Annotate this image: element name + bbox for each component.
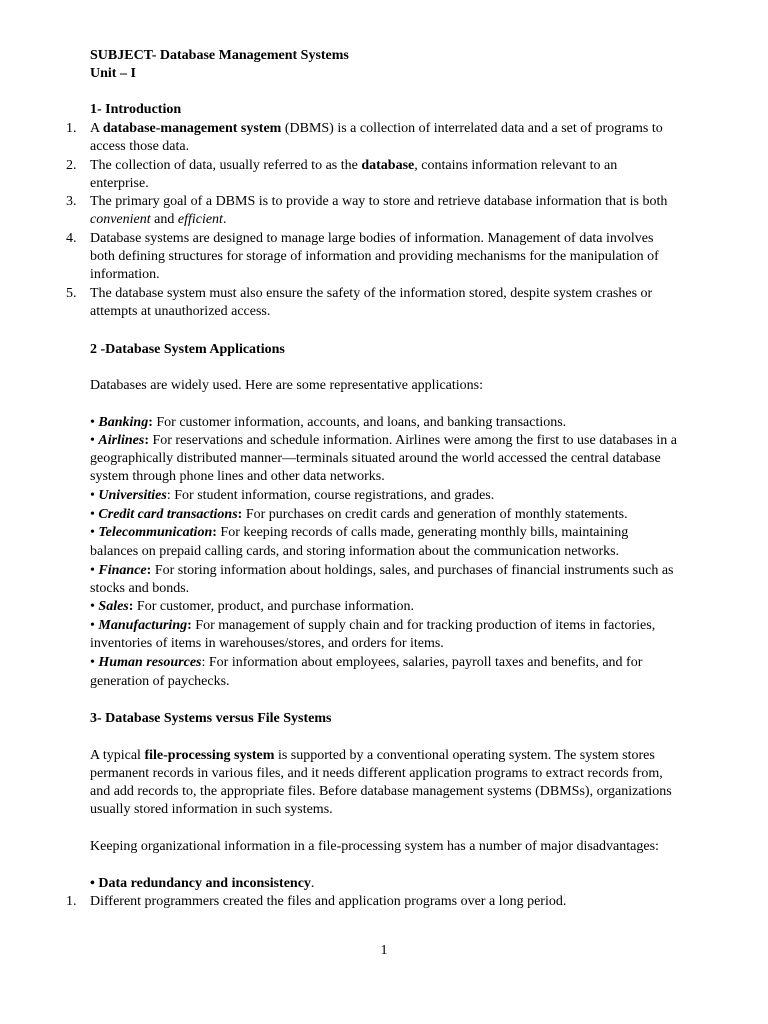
paragraph-line: Keeping organizational information in a file-processing system has a number of major disadvantages: (90, 839, 659, 854)
bullet-item: • Manufacturing: For management of supply chain and for tracking production of items in factories, (90, 618, 656, 633)
bullet-continuation: system through phone lines and other data networks. (90, 469, 385, 484)
unit-title: Unit – I (90, 66, 136, 81)
list-item-text: The collection of data, usually referred to as the database, contains information relevant to an (90, 158, 618, 173)
section-1-heading: 1- Introduction (90, 102, 182, 117)
bullet-continuation: generation of paychecks. (90, 674, 230, 689)
list-item-text: enterprise. (90, 176, 149, 191)
list-item-text: access those data. (90, 139, 190, 154)
list-item-text: The primary goal of a DBMS is to provide a way to store and retrieve database information that is both (90, 194, 668, 209)
section-2-intro: Databases are widely used. Here are some representative applications: (90, 378, 483, 393)
list-item-text: Database systems are designed to manage large bodies of information. Management of data involves (90, 231, 654, 246)
bullet-item: • Human resources: For information about employees, salaries, payroll taxes and benefits, and for (90, 655, 643, 670)
term-file-processing-system: file-processing system (144, 748, 275, 763)
list-item-text: both defining structures for storage of information and providing mechanisms for the manipulation of (90, 249, 659, 264)
list-number: 1. (66, 894, 77, 909)
subject-title: SUBJECT- Database Management Systems (90, 48, 349, 63)
bullet-item: • Finance: For storing information about holdings, sales, and purchases of financial instruments such as (90, 563, 674, 578)
page-number: 1 (380, 943, 388, 958)
section-2-heading: 2 -Database System Applications (90, 342, 285, 357)
bullet-item: • Banking: For customer information, accounts, and loans, and banking transactions. (90, 415, 567, 430)
list-item-text: attempts at unauthorized access. (90, 304, 271, 319)
term-database: database (361, 158, 415, 173)
bullet-item: • Sales: For customer, product, and purchase information. (90, 599, 414, 614)
list-number: 5. (66, 286, 77, 301)
bullet-continuation: inventories of items in warehouses/stores, and orders for items. (90, 636, 444, 651)
list-item-text: convenient and efficient. (90, 212, 227, 227)
list-item-text: information. (90, 267, 160, 282)
bullet-heading: • Data redundancy and inconsistency. (90, 876, 315, 891)
list-number: 1. (66, 121, 77, 136)
list-item-text: A database-management system (DBMS) is a collection of interrelated data and a set of programs to (90, 121, 663, 136)
bullet-item: • Airlines: For reservations and schedule information. Airlines were among the first to use databases in a (90, 433, 677, 448)
paragraph-line: and add records to, the appropriate files. Before database management systems (DBMSs), organizations (90, 784, 672, 799)
paragraph-line: A typical file-processing system is supported by a conventional operating system. The system stores (90, 748, 655, 763)
list-item-text: Different programmers created the files and application programs over a long period. (90, 894, 567, 909)
bullet-continuation: stocks and bonds. (90, 581, 190, 596)
bullet-item: • Telecommunication: For keeping records of calls made, generating monthly bills, maintaining (90, 525, 629, 540)
list-number: 3. (66, 194, 77, 209)
bullet-item: • Universities: For student information, course registrations, and grades. (90, 488, 495, 503)
list-number: 2. (66, 158, 77, 173)
list-item-text: The database system must also ensure the safety of the information stored, despite system crashes or (90, 286, 653, 301)
bullet-continuation: balances on prepaid calling cards, and storing information about the communication networks. (90, 544, 620, 559)
bullet-continuation: geographically distributed manner—terminals situated around the world accessed the central database (90, 451, 661, 466)
paragraph-line: usually stored information in such systems. (90, 802, 333, 817)
paragraph-line: permanent records in various files, and it needs different application programs to extract records from, (90, 766, 663, 781)
bullet-item: • Credit card transactions: For purchases on credit cards and generation of monthly statements. (90, 507, 628, 522)
section-3-heading: 3- Database Systems versus File Systems (90, 711, 332, 726)
term-dbms: database-management system (102, 121, 282, 136)
list-number: 4. (66, 231, 77, 246)
